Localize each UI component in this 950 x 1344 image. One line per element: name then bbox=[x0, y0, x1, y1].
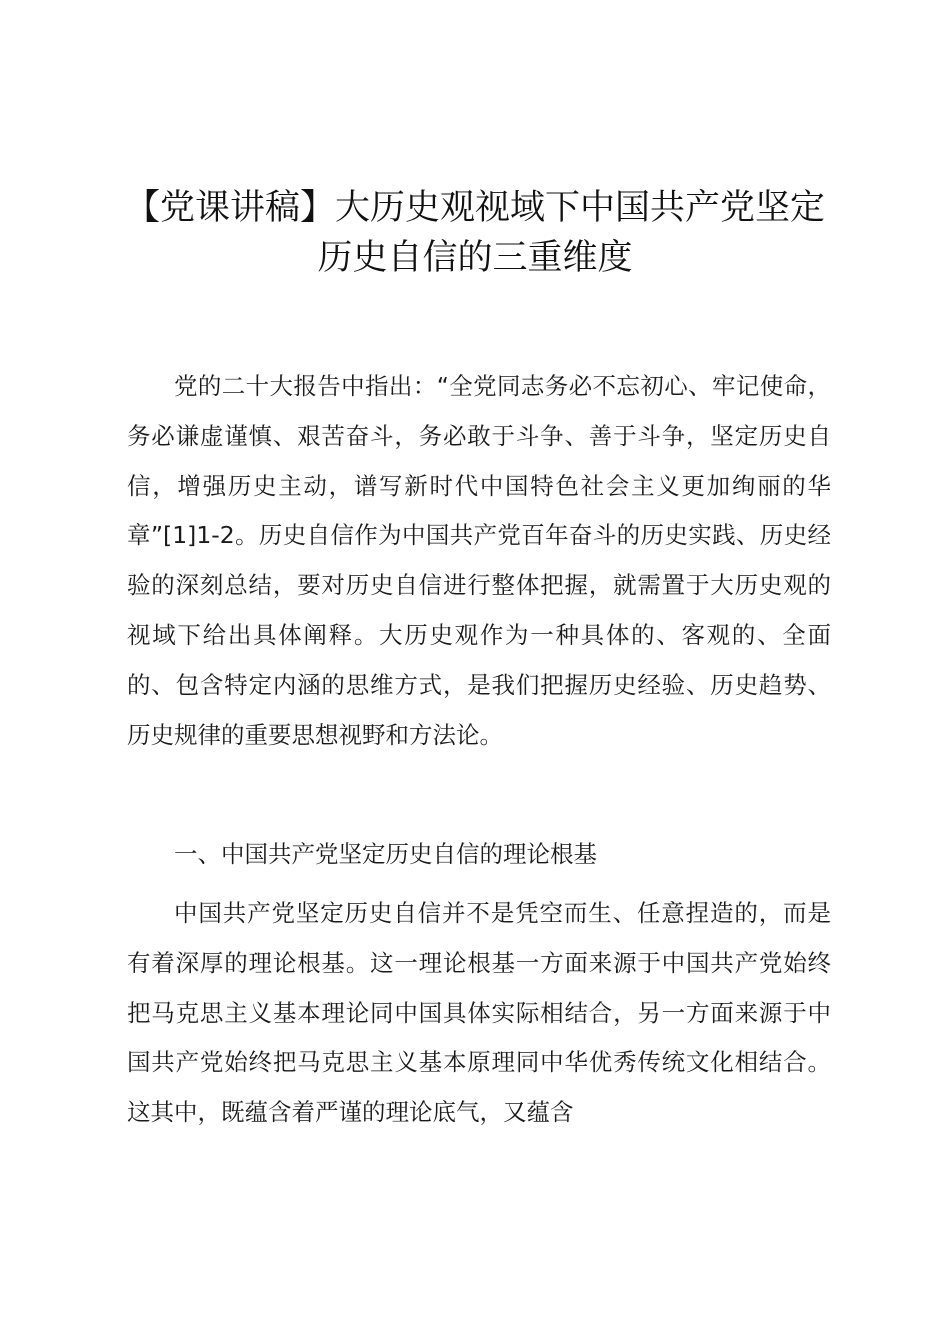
title-line-2: 历史自信的三重维度 bbox=[317, 238, 633, 278]
paragraph-intro: 党的二十大报告中指出：“全党同志务必不忘初心、牢记使命，务必谦虚谨慎、艰苦奋斗，务必敢于斗争、善于斗争，坚定历史自信，增强历史主动，谱写新时代中国特色社会主义更加绚丽的华章”[1]1-2。历史自信作为中国共产党百年奋斗的历史实践、历史经验的深刻总结，要对历史自信进行整体把握，就需置于大历史观的视域下给出具体阐释。大历史观作为一种具体的、客观的、全面的、包含特定内涵的思维方式，是我们把握历史经验、历史趋势、历史规律的重要思想视野和方法论。 bbox=[127, 372, 831, 749]
document-title bbox=[120, 183, 830, 283]
title-line-1: 【党课讲稿】大历史观视域下中国共产党坚定 bbox=[124, 188, 825, 228]
section-heading-1: 一、中国共产党坚定历史自信的理论根基 bbox=[174, 840, 597, 868]
paragraph-section-1: 中国共产党坚定历史自信并不是凭空而生、任意捏造的，而是有着深厚的理论根基。这一理论根基一方面来源于中国共产党始终把马克思主义基本理论同中国具体实际相结合，另一方面来源于中国共产党始终把马克思主义基本原理同中华优秀传统文化相结合。这其中，既蕴含着严谨的理论底气，又蕴含 bbox=[127, 899, 831, 1127]
